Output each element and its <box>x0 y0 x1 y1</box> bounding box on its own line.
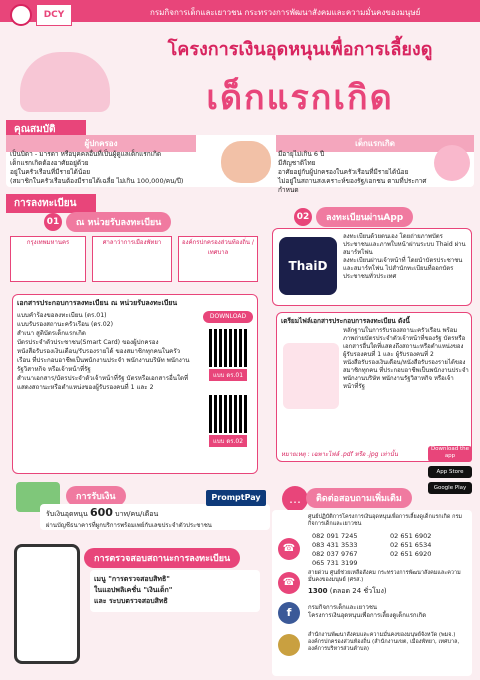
list-item: อาศัยอยู่กับผู้ปกครองในครัวเรือนที่มีรายได้น้อย <box>278 168 409 176</box>
list-item: ลงทะเบียนผ่านเจ้าหน้าที่ โดยนำบัตรประชาชนและสมาร์ทโฟน ไปสำนักทะเบียนที่ออกบัตรประชาชนทั่วประเทศ <box>343 257 463 280</box>
list-item: สำเนา สูติบัตรเด็กแรกเกิด <box>17 330 86 337</box>
app-documents-panel <box>276 312 472 462</box>
app-registration-title: ลงทะเบียนผ่านApp <box>316 207 413 227</box>
place-pattaya <box>92 236 172 282</box>
payment-panel <box>40 504 270 530</box>
list-item: ไม่อยู่ในสถานสงเคราะห์ของรัฐ/เอกชน ตามที่ประกาศกำหนด <box>278 177 427 194</box>
list-item: บัตรประจำตัวประชาชน(Smart Card) ของผู้ปกครอง <box>17 339 159 346</box>
qr-code-icon <box>209 329 247 367</box>
download-button[interactable]: DOWNLOAD <box>203 311 253 323</box>
phone-illustration <box>14 544 80 664</box>
amount-prefix: รับเงินอุดหนุน <box>46 510 88 518</box>
amount-suffix: บาท/คน/เดือน <box>115 510 159 518</box>
place-local <box>178 236 258 282</box>
contact-panel <box>272 510 472 676</box>
guardian-list <box>10 150 220 186</box>
list-item: มีสัญชาติไทย <box>278 159 316 167</box>
facebook-page[interactable]: โครงการเงินอุดหนุนเพื่อการเลี้ยงดูเด็กแรกเกิด <box>308 612 427 619</box>
status-text-3: และ ระบบตรวจสอบสิทธิ <box>94 597 168 605</box>
place-label: กรุงเทพมหานคร <box>26 239 70 246</box>
place-label: ศาลาว่าการเมืองพัทยา <box>102 239 162 246</box>
form-1-label: แบบ ดร.01 <box>209 369 247 381</box>
phone-number[interactable]: 02 651 6534 <box>390 541 432 549</box>
hotline-line <box>308 586 387 597</box>
hotline-hours: (ตลอด 24 ชั่วโมง) <box>329 587 387 595</box>
facebook-pages <box>308 604 468 620</box>
list-item: เด็กแรกเกิดต้องอาศัยอยู่ด้วย <box>10 159 89 167</box>
list-item: หลักฐานในการรับรองสถานะครัวเรือน พร้อมภาพถ่ายบัตรประจำตัวเจ้าหน้าที่ของรัฐ บัตรหรือเอกสารอื่นใดที่แสดงถึงสถานะหรือตำแหน่งของผู้รับรองคนที่ 1 และ ผู้รับรองคนที่ 2 <box>343 327 466 358</box>
ministry-seal-icon <box>278 634 300 656</box>
documents-title: เอกสารประกอบการลงทะเบียน ณ หน่วยรับลงทะเบียน <box>17 299 178 307</box>
ministry-logo <box>10 4 32 26</box>
child-list <box>278 150 428 195</box>
chat-icon: … <box>282 486 308 512</box>
app-registration-panel <box>272 228 472 306</box>
payment-amount-line <box>46 506 158 520</box>
guardian-header: ผู้ปกครอง <box>6 135 196 152</box>
contact-title: ติดต่อสอบถามเพิ่มเติม <box>306 488 412 508</box>
baby-illustration <box>20 52 110 112</box>
list-item: (สมาชิกในครัวเรือนต้องมีรายได้เฉลี่ย ไม่เกิน 100,000/คน/ปี) <box>10 177 184 185</box>
list-item: แบบคำร้องขอลงทะเบียน (ดร.01) <box>17 312 107 319</box>
hotline-number[interactable]: 1300 <box>308 587 328 595</box>
dcy-logo: DCY <box>36 4 72 26</box>
registration-places <box>10 236 260 284</box>
step-number-1: 01 <box>44 213 62 231</box>
app-steps <box>343 233 467 281</box>
agency-name: กรมกิจการเด็กและเยาวชน กระทรวงการพัฒนาสังคมและความมั่นคงของมนุษย์ <box>150 8 421 17</box>
hotline-icon: ☎ <box>278 572 300 594</box>
child-header: เด็กแรกเกิด <box>276 135 474 152</box>
status-text-2: ในแอปพลิเคชั่น "เงินเด็ก" <box>94 586 173 594</box>
amount-value: 600 <box>89 506 113 519</box>
phone-number[interactable]: 082 037 9767 <box>312 550 358 558</box>
list-item: สำเนาเอกสาร/บัตรประจำตัวเจ้าหน้าที่รัฐ บัตรหรือเอกสารอื่นใดที่แสดงสถานะหรือตำแหน่งของผู้รับรองคนที่ 1 และ 2 <box>17 375 189 391</box>
unit-registration-title: ณ หน่วยรับลงทะเบียน <box>66 212 171 232</box>
list-item: แบบรับรองสถานะครัวเรือน (ดร.02) <box>17 321 114 328</box>
file-note: หมายเหตุ : เฉพาะไฟล์ .pdf หรือ .jpg เท่านั้น <box>281 451 398 458</box>
promptpay-logo: PromptPay <box>206 490 266 506</box>
list-item: หนังสือรับรองเงินเดือน/หนังสือรับรองรายได้ของสมาชิกทุกคน ที่ประกอบอาชีพเป็นพนักงานประจำ พนักงานบริษัท พนักงานรัฐวิสาหกิจ หรือเจ้าหน้าที่รัฐ <box>343 359 469 390</box>
app-store-button[interactable]: App Store <box>428 466 472 478</box>
list-item: อยู่ในครัวเรือนที่มีรายได้น้อย <box>10 168 91 176</box>
step-number-2: 02 <box>294 208 312 226</box>
list-item: เป็นบิดา - มารดา หรือบุคคลอื่นที่เป็นผู้ดูแลเด็กแรกเกิด <box>10 150 162 158</box>
documents-panel <box>12 294 258 474</box>
facebook-icon[interactable]: f <box>278 602 300 624</box>
qualifications-panel <box>6 135 474 194</box>
phone-number[interactable]: 082 091 7245 <box>312 532 358 540</box>
phone-list <box>312 532 470 568</box>
local-offices: สำนักงานพัฒนาสังคมและความมั่นคงของมนุษย์จังหวัด (พมจ.) องค์กรปกครองส่วนท้องถิ่น (สำนักงานเขต, เมืองพัทยา, เทศบาล, องค์การบริหารส่วนตำบล) <box>308 632 460 652</box>
payment-description: ผ่านบัญชีธนาคารที่ผูกบริการพร้อมเพย์กับเลขประจำตัวประชาชน <box>46 522 212 529</box>
qr-code-icon <box>209 395 247 433</box>
phone-number[interactable]: 065 731 3199 <box>312 559 358 567</box>
app-documents-list <box>343 327 469 391</box>
qualifications-title: คุณสมบัติ <box>6 120 86 139</box>
phone-number[interactable]: 02 651 6902 <box>390 532 432 540</box>
contact-center: ศูนย์ปฏิบัติการโครงการเงินอุดหนุนเพื่อการเลี้ยงดูเด็กแรกเกิด กรมกิจการเด็กและเยาวชน <box>308 514 463 527</box>
phone-icon: ☎ <box>278 538 300 560</box>
status-panel <box>90 570 260 612</box>
place-bangkok <box>10 236 86 282</box>
list-item: หนังสือรับรองเงินเดือน/รับรองรายได้ ของสมาชิกทุกคนในครัวเรือน ที่ประกอบอาชีพเป็นพนักงานประจำ พนักงานบริษัท พนักงานรัฐวิสาหกิจ หรือเจ้าหน้าที่รัฐ <box>17 348 190 373</box>
child-money-app-screenshot <box>283 343 339 409</box>
payment-title: การรับเงิน <box>66 486 126 506</box>
qr-form-2[interactable] <box>209 395 247 433</box>
list-item: ลงทะเบียนด้วยตนเอง โดยถ่ายภาพบัตรประชาชนและภาพใบหน้าผ่านระบบ Thaid ผ่านสมาร์ทโฟน <box>343 233 466 256</box>
registration-title: การลงทะเบียน <box>6 194 96 213</box>
documents-list <box>17 311 193 392</box>
phone-number[interactable]: 02 651 6920 <box>390 550 432 558</box>
page-title-main: เด็กแรกเกิด <box>206 78 394 118</box>
hotline-title: สายด่วน ศูนย์ช่วยเหลือสังคม กระทรวงการพัฒนาสังคมและความมั่นคงของมนุษย์ (ศรส.) <box>308 570 461 583</box>
list-item: มีอายุไม่เกิน 6 ปี <box>278 150 325 158</box>
app-documents-title: เตรียมไฟล์เอกสารประกอบการลงทะเบียน ดังนี้ <box>281 317 410 325</box>
place-label: องค์กรปกครองส่วนท้องถิ่น / เทศบาล <box>182 239 254 256</box>
page-title: โครงการเงินอุดหนุนเพื่อการเลี้ยงดู <box>167 39 433 60</box>
status-text-1: เมนู "การตรวจสอบสิทธิ" <box>94 575 170 583</box>
qr-form-1[interactable] <box>209 329 247 367</box>
status-title: การตรวจสอบสถานะการลงทะเบียน <box>84 548 240 568</box>
baby-icon <box>434 145 470 181</box>
google-play-button[interactable]: Google Play <box>428 482 472 494</box>
phone-number[interactable]: 083 431 3533 <box>312 541 358 549</box>
family-illustration <box>221 141 271 183</box>
download-app-label: Download the app <box>428 446 472 462</box>
form-2-label: แบบ ดร.02 <box>209 435 247 447</box>
facebook-page[interactable]: กรมกิจการเด็กและเยาวชน <box>308 604 378 611</box>
thaid-app-icon[interactable]: ThaiD <box>279 237 337 295</box>
